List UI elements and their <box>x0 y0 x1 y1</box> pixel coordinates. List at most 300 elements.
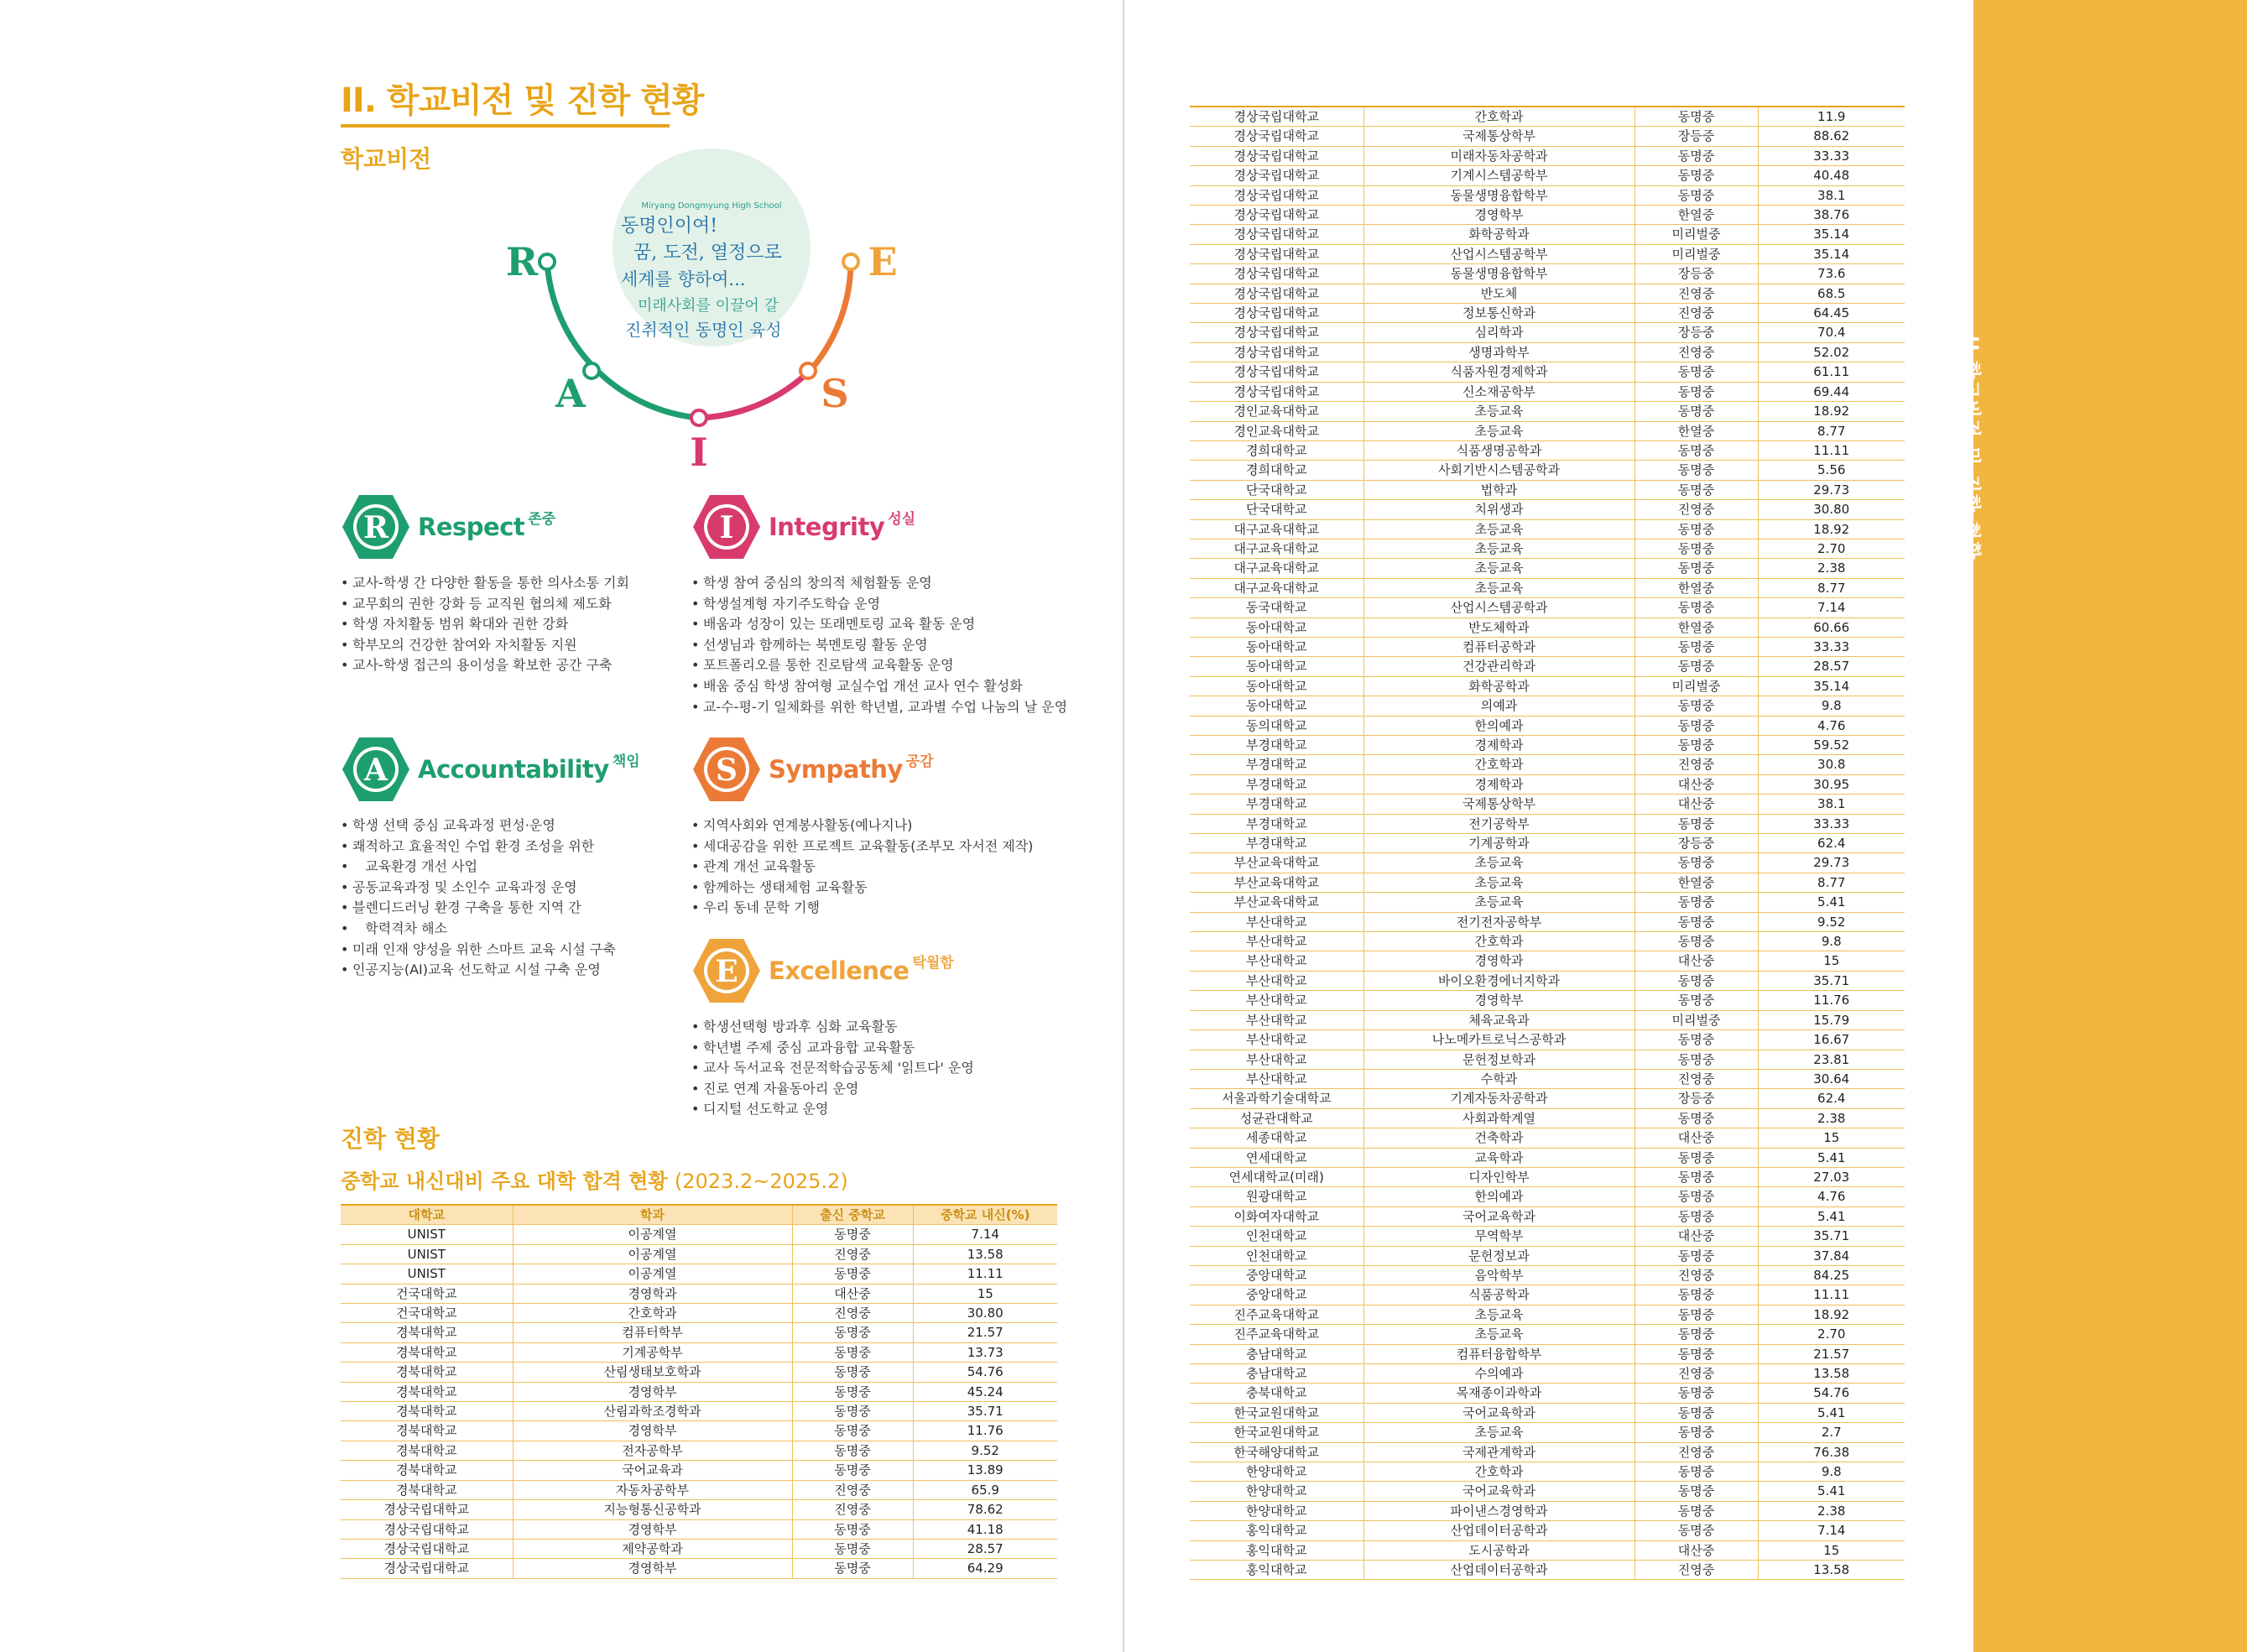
cell-middle-school: 동명중 <box>1634 736 1758 755</box>
header-middle-school: 출신 중학교 <box>792 1205 913 1225</box>
table-row <box>1190 304 1905 323</box>
cell-department: 경영학부 <box>1363 206 1634 225</box>
cell-grade: 62.4 <box>1758 1089 1905 1108</box>
cell-grade: 2.38 <box>1758 1108 1905 1128</box>
cell-university: 한양대학교 <box>1190 1482 1363 1501</box>
cell-university: 부경대학교 <box>1190 814 1363 833</box>
cell-middle-school: 동명중 <box>1634 1462 1758 1482</box>
cell-department: 초등교육 <box>1363 1305 1634 1324</box>
cell-department: 이공계열 <box>513 1264 792 1284</box>
cell-department: 기계공학과 <box>1363 834 1634 853</box>
cell-department: 국어교육과 <box>513 1461 792 1480</box>
table-row <box>1190 1148 1905 1167</box>
table-row <box>1190 1482 1905 1501</box>
cell-department: 이공계열 <box>513 1244 792 1264</box>
table-row <box>1190 578 1905 597</box>
cell-grade: 35.14 <box>1758 244 1905 263</box>
cell-department: 한의예과 <box>1363 716 1634 735</box>
cell-department: 초등교육 <box>1363 402 1634 421</box>
list-item: • 쾌적하고 효율적인 수업 환경 조성을 위한 <box>341 836 640 857</box>
cell-middle-school: 진영중 <box>792 1244 913 1264</box>
cell-university: 경상국립대학교 <box>1190 264 1363 284</box>
table-row <box>1190 1108 1905 1128</box>
cell-grade: 9.52 <box>913 1441 1057 1460</box>
cell-department: 산업데이터공학과 <box>1363 1521 1634 1540</box>
cell-university: 중앙대학교 <box>1190 1265 1363 1285</box>
cell-department: 기계자동차공학과 <box>1363 1089 1634 1108</box>
table-row <box>341 1323 1057 1342</box>
table-row <box>1190 146 1905 165</box>
cell-middle-school: 진영중 <box>792 1304 913 1323</box>
table-row <box>1190 342 1905 362</box>
cell-university: 부산대학교 <box>1190 1030 1363 1050</box>
cell-grade: 30.8 <box>1758 755 1905 774</box>
cell-department: 산림과학조경학과 <box>513 1402 792 1421</box>
cell-middle-school: 동명중 <box>1634 461 1758 480</box>
table-row <box>1190 1325 1905 1344</box>
cell-grade: 13.58 <box>1758 1561 1905 1580</box>
cell-university: 경희대학교 <box>1190 440 1363 460</box>
cell-university: 경북대학교 <box>341 1382 513 1401</box>
cell-university: 경상국립대학교 <box>1190 342 1363 362</box>
cell-grade: 11.76 <box>1758 991 1905 1010</box>
cell-grade: 64.45 <box>1758 304 1905 323</box>
cell-department: 초등교육 <box>1363 873 1634 892</box>
cell-university: 경상국립대학교 <box>1190 284 1363 303</box>
admission-subtitle-text: 중학교 내신대비 주요 대학 합격 현황 <box>341 1170 668 1193</box>
cell-university: 경상국립대학교 <box>1190 185 1363 205</box>
cell-middle-school: 동명중 <box>1634 107 1758 127</box>
cell-university: 부산교육대학교 <box>1190 853 1363 873</box>
cell-department: 치위생과 <box>1363 500 1634 519</box>
cell-middle-school: 동명중 <box>1634 696 1758 716</box>
cell-university: 단국대학교 <box>1190 480 1363 499</box>
cell-grade: 15 <box>1758 1128 1905 1148</box>
cell-department: 제약공학과 <box>513 1539 792 1558</box>
cell-department: 간호학과 <box>1363 107 1634 127</box>
table-row <box>1190 814 1905 833</box>
cell-middle-school: 동명중 <box>792 1382 913 1401</box>
table-row <box>1190 1069 1905 1088</box>
cell-middle-school: 진영중 <box>1634 500 1758 519</box>
cell-university: 경상국립대학교 <box>1190 146 1363 165</box>
cell-department: 산업시스템공학과 <box>1363 598 1634 618</box>
cell-middle-school: 동명중 <box>1634 814 1758 833</box>
value-accountability <box>341 732 640 981</box>
cell-department: 경영학부 <box>1363 991 1634 1010</box>
table-row <box>1190 893 1905 912</box>
respect-hex-icon <box>341 492 411 562</box>
respect-title: Respect <box>418 513 525 541</box>
cell-grade: 5.41 <box>1758 893 1905 912</box>
cell-department: 국제관계학과 <box>1363 1442 1634 1462</box>
table-row <box>1190 166 1905 185</box>
cell-university: 부산대학교 <box>1190 1069 1363 1088</box>
cell-department: 초등교육 <box>1363 853 1634 873</box>
letter-i: I <box>690 430 708 475</box>
cell-grade: 35.71 <box>1758 971 1905 990</box>
cell-grade: 5.41 <box>1758 1482 1905 1501</box>
cell-university: 경상국립대학교 <box>1190 304 1363 323</box>
table-row <box>341 1441 1057 1460</box>
table-row <box>1190 637 1905 656</box>
integrity-title: Integrity <box>769 513 885 541</box>
table-row <box>1190 107 1905 127</box>
vision-line-5: 진취적인 동명인 육성 <box>625 320 782 340</box>
cell-department: 한의예과 <box>1363 1187 1634 1206</box>
list-item: • 우리 동네 문학 기행 <box>691 898 1033 919</box>
cell-university: 대구교육대학교 <box>1190 578 1363 597</box>
cell-grade: 2.70 <box>1758 539 1905 558</box>
excellence-hex-icon <box>691 935 762 1006</box>
cell-middle-school: 동명중 <box>1634 853 1758 873</box>
cell-grade: 52.02 <box>1758 342 1905 362</box>
cell-university: UNIST <box>341 1264 513 1284</box>
list-item: • 학년별 주제 중심 교과융합 교육활동 <box>691 1038 974 1059</box>
cell-university: 부산대학교 <box>1190 951 1363 971</box>
cell-university: 동의대학교 <box>1190 716 1363 735</box>
cell-department: 문헌정보학과 <box>1363 1050 1634 1069</box>
table-row <box>1190 932 1905 951</box>
cell-grade: 4.76 <box>1758 716 1905 735</box>
cell-grade: 8.77 <box>1758 873 1905 892</box>
cell-grade: 64.29 <box>913 1559 1057 1578</box>
cell-middle-school: 한열중 <box>1634 873 1758 892</box>
node-i <box>691 410 706 425</box>
cell-university: 경희대학교 <box>1190 461 1363 480</box>
table-row <box>1190 264 1905 284</box>
table-row <box>1190 519 1905 539</box>
cell-middle-school: 동명중 <box>792 1402 913 1421</box>
cell-middle-school: 동명중 <box>792 1461 913 1480</box>
excellence-ko: 탁월함 <box>912 954 954 972</box>
cell-university: 경인교육대학교 <box>1190 421 1363 440</box>
cell-middle-school: 동명중 <box>792 1225 913 1244</box>
list-item: • 디지털 선도학교 운영 <box>691 1099 974 1120</box>
table-row <box>341 1244 1057 1264</box>
table-row <box>1190 539 1905 558</box>
admission-table-right <box>1190 106 1905 1580</box>
cell-department: 국어교육학과 <box>1363 1403 1634 1422</box>
table-row <box>1190 1285 1905 1305</box>
cell-university: 경상국립대학교 <box>1190 382 1363 401</box>
cell-university: 이화여자대학교 <box>1190 1206 1363 1226</box>
cell-middle-school: 동명중 <box>1634 539 1758 558</box>
table-row <box>341 1461 1057 1480</box>
cell-grade: 38.1 <box>1758 795 1905 814</box>
section-title: II. 학교비전 및 진학 현황 <box>341 81 704 120</box>
table-row <box>1190 971 1905 990</box>
cell-department: 교육학과 <box>1363 1148 1634 1167</box>
table-row <box>1190 1462 1905 1482</box>
cell-middle-school: 미리벌중 <box>1634 676 1758 696</box>
cell-university: 동아대학교 <box>1190 618 1363 637</box>
cell-middle-school: 동명중 <box>1634 440 1758 460</box>
cell-middle-school: 대산중 <box>1634 774 1758 794</box>
table-row <box>1190 1246 1905 1265</box>
integrity-hex-icon <box>691 492 762 562</box>
vision-arc-pink <box>699 369 811 418</box>
cell-grade: 78.62 <box>913 1500 1057 1519</box>
page-spine <box>1123 0 1124 1652</box>
cell-grade: 70.4 <box>1758 323 1905 342</box>
cell-grade: 18.92 <box>1758 1305 1905 1324</box>
list-item: • 교사-학생 접근의 용이성을 확보한 공간 구축 <box>341 655 629 676</box>
table-row <box>1190 618 1905 637</box>
excellence-title: Excellence <box>769 956 910 985</box>
cell-middle-school: 동명중 <box>792 1323 913 1342</box>
cell-university: 경인교육대학교 <box>1190 402 1363 421</box>
table-row <box>1190 1403 1905 1422</box>
table-row <box>1190 421 1905 440</box>
list-item: • 미래 인재 양성을 위한 스마트 교육 시설 구축 <box>341 940 640 961</box>
vision-heading: 학교비전 <box>341 145 432 173</box>
table-row <box>1190 1305 1905 1324</box>
table-row <box>1190 755 1905 774</box>
vision-line-1: 동명인이여! <box>621 216 718 237</box>
cell-university: 홍익대학교 <box>1190 1561 1363 1580</box>
cell-department: 간호학과 <box>1363 932 1634 951</box>
table-row <box>341 1382 1057 1401</box>
admission-table-left <box>341 1204 1057 1579</box>
cell-grade: 35.14 <box>1758 676 1905 696</box>
cell-university: 경북대학교 <box>341 1441 513 1460</box>
table-row <box>1190 1521 1905 1540</box>
cell-university: 대구교육대학교 <box>1190 519 1363 539</box>
cell-department: 건축학과 <box>1363 1128 1634 1148</box>
chapter-tab <box>1973 0 2247 1652</box>
cell-department: 전기공학부 <box>1363 814 1634 833</box>
cell-university: 부산대학교 <box>1190 971 1363 990</box>
table-row <box>1190 912 1905 931</box>
svg-text:A: A <box>364 753 388 788</box>
cell-middle-school: 동명중 <box>1634 146 1758 165</box>
cell-department: 국어교육학과 <box>1363 1482 1634 1501</box>
cell-grade: 62.4 <box>1758 834 1905 853</box>
cell-department: 사회기반시스템공학과 <box>1363 461 1634 480</box>
cell-department: 컴퓨터융합학부 <box>1363 1344 1634 1363</box>
cell-department: 산업데이터공학과 <box>1363 1561 1634 1580</box>
cell-department: 식품생명공학과 <box>1363 440 1634 460</box>
cell-department: 무역학부 <box>1363 1227 1634 1246</box>
cell-university: 한국해양대학교 <box>1190 1442 1363 1462</box>
cell-university: 충북대학교 <box>1190 1384 1363 1403</box>
cell-department: 반도체 <box>1363 284 1634 303</box>
cell-university: 부산대학교 <box>1190 1010 1363 1029</box>
table-row <box>341 1363 1057 1382</box>
cell-university: 진주교육대학교 <box>1190 1325 1363 1344</box>
cell-middle-school: 진영중 <box>1634 1069 1758 1088</box>
cell-university: 부산대학교 <box>1190 932 1363 951</box>
cell-department: 심리학과 <box>1363 323 1634 342</box>
cell-department: 반도체학과 <box>1363 618 1634 637</box>
list-item: • 포트폴리오를 통한 진로탐색 교육활동 운영 <box>691 655 1067 676</box>
cell-grade: 28.57 <box>913 1539 1057 1558</box>
cell-department: 법학과 <box>1363 480 1634 499</box>
cell-university: 부산대학교 <box>1190 991 1363 1010</box>
cell-middle-school: 동명중 <box>792 1519 913 1539</box>
cell-grade: 7.14 <box>1758 1521 1905 1540</box>
cell-grade: 35.71 <box>1758 1227 1905 1246</box>
cell-grade: 15 <box>1758 1540 1905 1560</box>
cell-university: 부경대학교 <box>1190 755 1363 774</box>
cell-middle-school: 대산중 <box>792 1284 913 1303</box>
cell-middle-school: 동명중 <box>1634 362 1758 382</box>
header-university: 대학교 <box>341 1205 513 1225</box>
cell-grade: 38.1 <box>1758 185 1905 205</box>
table-row <box>341 1284 1057 1303</box>
table-row <box>341 1225 1057 1244</box>
cell-university: UNIST <box>341 1225 513 1244</box>
cell-university: 부산교육대학교 <box>1190 873 1363 892</box>
cell-department: 동물생명융합학부 <box>1363 264 1634 284</box>
cell-middle-school: 동명중 <box>792 1342 913 1362</box>
table-row <box>1190 873 1905 892</box>
node-a <box>584 363 599 378</box>
node-s <box>800 363 816 378</box>
cell-grade: 33.33 <box>1758 814 1905 833</box>
cell-university: 원광대학교 <box>1190 1187 1363 1206</box>
cell-department: 바이오환경에너지학과 <box>1363 971 1634 990</box>
cell-middle-school: 동명중 <box>1634 1050 1758 1069</box>
cell-middle-school: 동명중 <box>1634 185 1758 205</box>
cell-middle-school: 동명중 <box>1634 402 1758 421</box>
value-integrity <box>691 489 1067 717</box>
cell-university: 건국대학교 <box>341 1284 513 1303</box>
cell-middle-school: 장등중 <box>1634 323 1758 342</box>
cell-department: 미래자동차공학과 <box>1363 146 1634 165</box>
sympathy-hex-icon <box>691 734 762 805</box>
cell-department: 정보통신학과 <box>1363 304 1634 323</box>
table-row <box>1190 500 1905 519</box>
cell-department: 초등교육 <box>1363 1423 1634 1442</box>
list-item: • 학생 선택 중심 교육과정 편성·운영 <box>341 816 640 836</box>
cell-department: 목재종이과학과 <box>1363 1384 1634 1403</box>
table-row <box>1190 598 1905 618</box>
node-r <box>540 254 555 269</box>
cell-grade: 8.77 <box>1758 578 1905 597</box>
cell-grade: 65.9 <box>913 1480 1057 1499</box>
table-row <box>341 1559 1057 1578</box>
table-row <box>1190 951 1905 971</box>
table-row <box>1190 440 1905 460</box>
cell-university: 한국교원대학교 <box>1190 1403 1363 1422</box>
cell-university: 경북대학교 <box>341 1461 513 1480</box>
cell-department: 경제학과 <box>1363 774 1634 794</box>
header-grade: 중학교 내신(%) <box>913 1205 1057 1225</box>
cell-university: 경상국립대학교 <box>1190 323 1363 342</box>
cell-grade: 76.38 <box>1758 1442 1905 1462</box>
cell-middle-school: 동명중 <box>1634 1384 1758 1403</box>
cell-department: 건강관리학과 <box>1363 657 1634 676</box>
cell-grade: 13.89 <box>913 1461 1057 1480</box>
cell-grade: 9.8 <box>1758 696 1905 716</box>
admission-period: (2023.2~2025.2) <box>674 1170 848 1193</box>
cell-grade: 69.44 <box>1758 382 1905 401</box>
cell-grade: 30.80 <box>913 1304 1057 1323</box>
cell-department: 초등교육 <box>1363 539 1634 558</box>
cell-middle-school: 한열중 <box>1634 618 1758 637</box>
value-sympathy <box>691 732 1033 919</box>
cell-grade: 33.33 <box>1758 637 1905 656</box>
cell-middle-school: 대산중 <box>1634 951 1758 971</box>
admission-heading: 진학 현황 <box>341 1125 440 1153</box>
cell-middle-school: 동명중 <box>792 1421 913 1441</box>
cell-university: 부경대학교 <box>1190 774 1363 794</box>
cell-middle-school: 동명중 <box>1634 991 1758 1010</box>
table-header-row <box>341 1205 1057 1225</box>
table-row <box>1190 1128 1905 1148</box>
cell-department: 간호학과 <box>1363 755 1634 774</box>
cell-university: 경상국립대학교 <box>341 1500 513 1519</box>
list-item: • 공동교육과정 및 소인수 교육과정 운영 <box>341 878 640 899</box>
cell-grade: 88.62 <box>1758 127 1905 146</box>
cell-department: 의예과 <box>1363 696 1634 716</box>
table-row <box>341 1264 1057 1284</box>
table-row <box>1190 206 1905 225</box>
table-row <box>1190 461 1905 480</box>
cell-university: 홍익대학교 <box>1190 1521 1363 1540</box>
letter-r: R <box>505 239 539 284</box>
cell-grade: 2.7 <box>1758 1423 1905 1442</box>
cell-grade: 54.76 <box>913 1363 1057 1382</box>
table-row <box>341 1519 1057 1539</box>
cell-middle-school: 장등중 <box>1634 264 1758 284</box>
cell-department: 화학공학과 <box>1363 676 1634 696</box>
table-row <box>1190 736 1905 755</box>
table-row <box>1190 402 1905 421</box>
cell-grade: 45.24 <box>913 1382 1057 1401</box>
cell-middle-school: 동명중 <box>1634 1167 1758 1186</box>
cell-grade: 27.03 <box>1758 1167 1905 1186</box>
cell-department: 도시공학과 <box>1363 1540 1634 1560</box>
cell-grade: 41.18 <box>913 1519 1057 1539</box>
list-item: • 블렌디드러닝 환경 구축을 통한 지역 간 <box>341 898 640 919</box>
cell-university: 단국대학교 <box>1190 500 1363 519</box>
table-row <box>1190 1384 1905 1403</box>
chapter-tab-label: II 학교비전 및 진학 현황 <box>1960 336 1981 561</box>
cell-department: 초등교육 <box>1363 559 1634 578</box>
cell-university: 동아대학교 <box>1190 657 1363 676</box>
cell-grade: 11.11 <box>913 1264 1057 1284</box>
cell-department: 동물생명융합학부 <box>1363 185 1634 205</box>
cell-university: 경상국립대학교 <box>1190 206 1363 225</box>
cell-university: 경상국립대학교 <box>1190 225 1363 244</box>
cell-middle-school: 동명중 <box>792 1441 913 1460</box>
table-row <box>1190 362 1905 382</box>
cell-middle-school: 한열중 <box>1634 206 1758 225</box>
cell-university: 대구교육대학교 <box>1190 559 1363 578</box>
cell-middle-school: 동명중 <box>1634 1148 1758 1167</box>
list-item: • 학생설계형 자기주도학습 운영 <box>691 594 1067 615</box>
cell-department: 간호학과 <box>1363 1462 1634 1482</box>
table-row <box>1190 676 1905 696</box>
cell-university: 연세대학교 <box>1190 1148 1363 1167</box>
list-item: • 진로 연계 자율동아리 운영 <box>691 1079 974 1100</box>
table-row <box>1190 1561 1905 1580</box>
table-row <box>341 1402 1057 1421</box>
list-item: • 지역사회와 연계봉사활동(예나지나) <box>691 816 1033 836</box>
cell-middle-school: 동명중 <box>1634 382 1758 401</box>
cell-grade: 18.92 <box>1758 519 1905 539</box>
cell-grade: 68.5 <box>1758 284 1905 303</box>
cell-middle-school: 동명중 <box>792 1264 913 1284</box>
table-row <box>1190 991 1905 1010</box>
cell-university: 동국대학교 <box>1190 598 1363 618</box>
cell-university: 경북대학교 <box>341 1421 513 1441</box>
cell-department: 수의예과 <box>1363 1364 1634 1384</box>
list-item: • 배움 중심 학생 참여형 교실수업 개선 교사 연수 활성화 <box>691 676 1067 697</box>
